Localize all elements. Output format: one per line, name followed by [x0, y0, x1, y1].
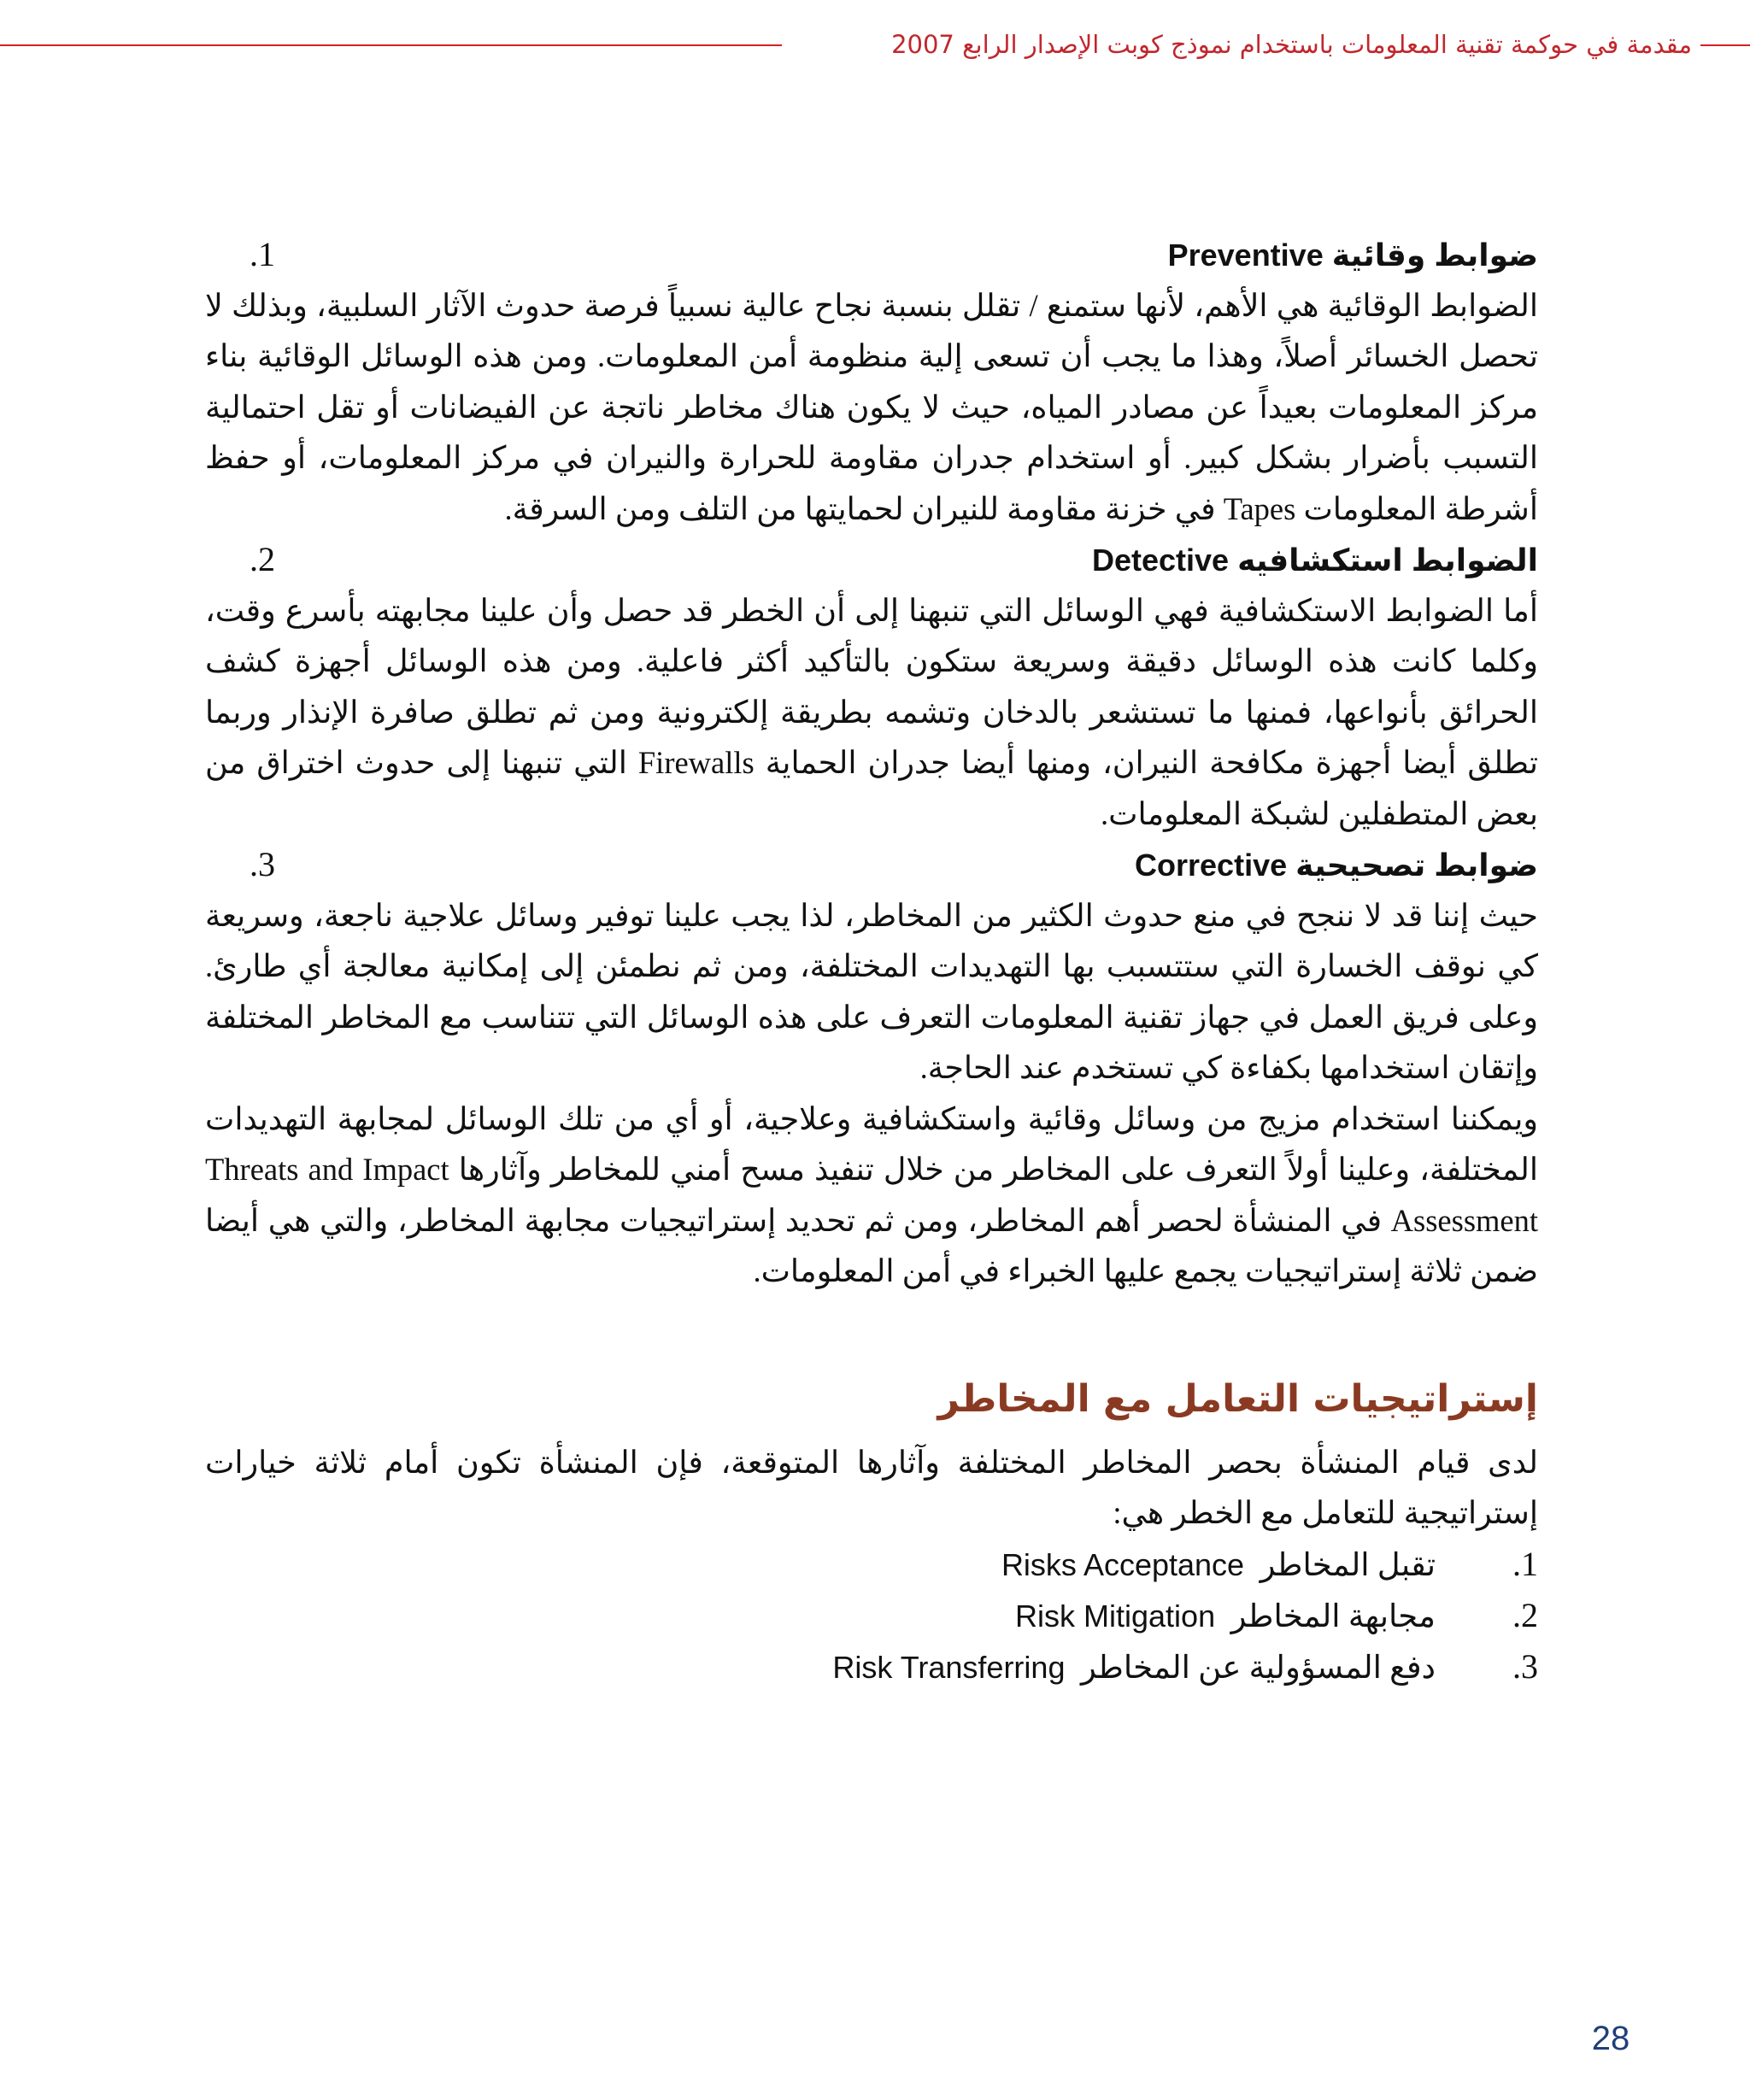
list-item-number: .3: [1512, 1646, 1538, 1686]
list-item-arabic: تقبل المخاطر: [1260, 1547, 1436, 1583]
list-item: [205, 1641, 1538, 1692]
list-item-number: .2: [1512, 1595, 1538, 1634]
list-item-english: Risk Mitigation: [1015, 1598, 1216, 1634]
section-number: .3: [250, 845, 275, 883]
list-item-arabic: مجابهة المخاطر: [1230, 1598, 1436, 1634]
section-title: ضوابط تصحيحية Corrective: [1135, 848, 1538, 883]
section-text-detective: أما الضوابط الاستكشافية فهي الوسائل التي تنبهنا إلى أن الخطر قد حصل وأن علينا مجابهته بأسرع وقت، وكلما كانت هذه الوسائل دقيقة وسريعة ستكون بالتأكيد أكثر فاعلية. ومن هذه الوسائل أجهزة كشف الحرائق بأنواعها، فمنها ما تستشعر بالدخان وتشمه بطريقة إلكترونية ومن ثم تطلق صافرة الإنذار وربما تطلق أيضا أجهزة مكافحة النيران، ومنها أيضا جدران الحماية Firewalls التي تنبهنا إلى حدوث اختراق من بعض المتطفلين لشبكة المعلومات.: [205, 592, 1538, 831]
section-number: .1: [250, 235, 275, 273]
section-title: الضوابط استكشافيه Detective: [1091, 543, 1538, 578]
section-text-corrective: حيث إننا قد لا ننجح في منع حدوث الكثير من المخاطر، لذا يجب علينا توفير وسائل علاجية ناجعة، وسريعة كي نوقف الخسارة التي ستتسبب بها التهديدات المختلفة، ومن ثم نطمئن إلى إمكانية معالجة أي طارئ. وعلى فريق العمل في جهاز تقنية المعلومات التعرف على هذه الوسائل التي تتناسب مع المخاطر المختلفة وإتقان استخدامها بكفاءة كي تستخدم عند الحاجة.: [205, 897, 1538, 1085]
section-heading-corrective: [205, 839, 1538, 890]
section-heading-detective: [205, 534, 1538, 585]
page-number: 28: [1591, 2020, 1630, 2057]
strategies-list: [205, 1539, 1538, 1692]
section-number: .2: [250, 540, 275, 578]
page-body: [205, 229, 1538, 1692]
list-item-arabic: دفع المسؤولية عن المخاطر: [1080, 1650, 1436, 1686]
strategies-heading: إستراتيجيات التعامل مع المخاطر: [937, 1376, 1538, 1421]
list-item-english: Risk Transferring: [832, 1649, 1066, 1685]
running-header: [0, 24, 1750, 65]
list-item: [205, 1539, 1538, 1590]
section-title: ضوابط وقائية Preventive: [1167, 238, 1538, 273]
header-title: مقدمة في حوكمة تقنية المعلومات باستخدام نموذج كوبت الإصدار الرابع 2007: [891, 30, 1692, 59]
list-item-number: .1: [1512, 1544, 1538, 1583]
section-heading-preventive: [205, 229, 1538, 280]
strategies-intro: لدى قيام المنشأة بحصر المخاطر المختلفة وآثارها المتوقعة، فإن المنشأة تكون أمام ثلاثة خيارات إستراتيجية للتعامل مع الخطر هي:: [205, 1444, 1538, 1530]
header-rule-right: [1700, 44, 1750, 46]
list-item: [205, 1590, 1538, 1641]
section-text-preventive: الضوابط الوقائية هي الأهم، لأنها ستمنع / تقلل بنسبة نجاح عالية نسبياً فرصة حدوث الآثار السلبية، وبذلك لا تحصل الخسائر أصلاً، وهذا ما يجب أن تسعى إلية منظومة أمن المعلومات. ومن هذه الوسائل الوقائية بناء مركز المعلومات بعيداً عن مصادر المياه، حيث لا يكون هناك مخاطر ناتجة عن الفيضانات أو تقل احتمالية التسبب بأضرار بشكل كبير. أو استخدام جدران مقاومة للحرارة والنيران في مركز المعلومات، أو حفظ أشرطة المعلومات Tapes في خزنة مقاومة للنيران لحمايتها من التلف ومن السرقة.: [205, 287, 1538, 526]
list-item-english: Risks Acceptance: [1001, 1546, 1245, 1582]
closing-paragraph: ويمكننا استخدام مزيج من وسائل وقائية واستكشافية وعلاجية، أو أي من تلك الوسائل لمجابهة التهديدات المختلفة، وعلينا أولاً التعرف على المخاطر من خلال تنفيذ مسح أمني للمخاطر وآثارها Threats and Impact Assessment في المنشأة لحصر أهم المخاطر، ومن ثم تحديد إستراتيجيات مجابهة المخاطر، والتي هي أيضا ضمن ثلاثة إستراتيجيات يجمع عليها الخبراء في أمن المعلومات.: [205, 1100, 1538, 1288]
header-rule-left: [0, 44, 782, 46]
